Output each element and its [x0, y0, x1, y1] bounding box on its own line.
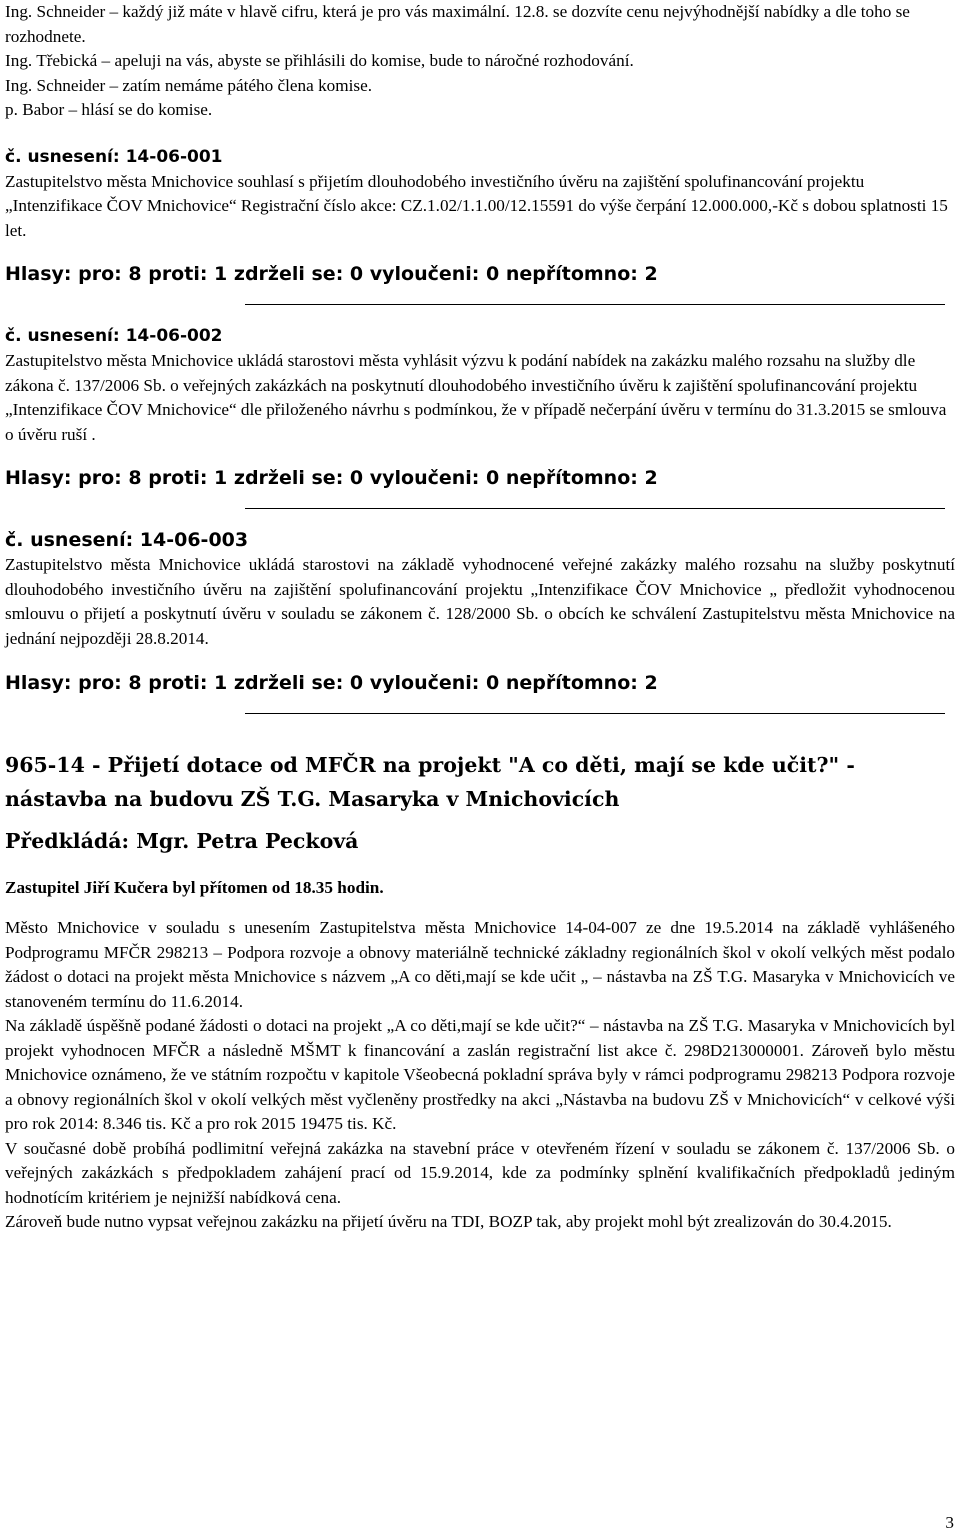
- resolution-text: Zastupitelstvo města Mnichovice ukládá starostovi města vyhlásit výzvu k podání nabídek na zakázku malého rozsahu na služby dle zákona č. 137/2006 Sb. o veřejných zakázkách na poskytnutí dlouhodobého investičního úvěru k zajištění spolufinancování projektu „Intenzifikace ČOV Mnichovice“ dle přiloženého návrhu s podmínkou, že v případě nečerpání úvěru v termínu do 31.3.2015 se smlouva o úvěru ruší .: [5, 351, 947, 444]
- discussion-line: Ing. Schneider – každý již máte v hlavě cifru, která je pro vás maximální. 12.8. se dozvíte cenu nejvýhodnější nabídky a dle toho se rozhodnete.: [5, 2, 910, 46]
- presence-note: Zastupitel Jiří Kučera byl přítomen od 18.35 hodin.: [5, 878, 384, 897]
- body-paragraph: Na základě úspěšně podané žádosti o dotaci na projekt „A co děti,mají se kde učit?“ – nástavba na ZŠ T.G. Masaryka v Mnichovicích byl projekt vyhodnocen MFČR a následně MŠMT k financování a zaslán registrační list akce č. 298D213000001. Zároveň bylo městu Mnichovice oznámeno, že ve státním rozpočtu v kapitole Všeobecná pokladní správa byly v rámci podprogramu 298213 Podpora rozvoje a obnovy regionálních škol v okolí velkých měst vyčleněny prostředky na akci „Nástavba na budovu ZŠ v Mnichovicích“ v celkové výši pro rok 2014: 8.346 tis. Kč a pro rok 2015 19475 tis. Kč.: [5, 1016, 955, 1133]
- agenda-item-heading: 965-14 - Přijetí dotace od MFČR na projekt "A co děti, mají se kde učit?" - nástavba na budovu ZŠ T.G. Masaryka v Mnichovicích: [5, 753, 855, 811]
- resolution-block: [5, 324, 955, 509]
- resolution-number: č. usnesení: 14-06-002: [5, 326, 223, 346]
- agenda-item: [5, 748, 955, 1235]
- resolution-block: [5, 528, 955, 714]
- body-paragraph: Město Mnichovice v souladu s unesením Zastupitelstva města Mnichovice 14-04-007 ze dne 19.5.2014 na základě vyhlášeného Podprogramu MFČR 298213 – Podpora rozvoje a obnovy materiálně technické základny regionálních škol v okolí velkých měst podalo žádost o dotaci na projekt města Mnichovice s názvem „A co děti,mají se kde učit „ – nástavba na ZŠ T.G. Masaryka v Mnichovicích ve stanoveném termínu do 11.6.2014.: [5, 918, 955, 1011]
- resolution-block: [5, 145, 955, 306]
- discussion-line: p. Babor – hlásí se do komise.: [5, 100, 213, 119]
- vote-result: Hlasy: pro: 8 proti: 1 zdrželi se: 0 vyloučeni: 0 nepřítomno: 2: [5, 467, 658, 489]
- resolution-text: Zastupitelstvo města Mnichovice ukládá starostovi na základě vyhodnocené veřejné zakázky malého rozsahu na služby poskytnutí dlouhodobého investičního úvěru na zajištění spolufinancování projektu „Intenzifikace ČOV Mnichovice „ předložit vyhodnocenou smlouvu o přijetí a poskytnutí úvěru v souladu se zákonem č. 128/2000 Sb. o obcích ke schválení Zastupitelstvu města Mnichovice na jednání nejpozději 28.8.2014.: [5, 555, 955, 648]
- presenter-line: Předkládá: Mgr. Petra Pecková: [5, 829, 359, 853]
- resolution-text: Zastupitelstvo města Mnichovice souhlasí s přijetím dlouhodobého investičního úvěru na zajištění spolufinancování projektu „Intenzifikace ČOV Mnichovice“ Registrační číslo akce: CZ.1.02/1.1.00/12.15591 do výše čerpání 12.000.000,-Kč s dobou splatnosti 15 let.: [5, 171, 948, 240]
- resolution-number: č. usnesení: 14-06-003: [5, 529, 249, 551]
- vote-result: Hlasy: pro: 8 proti: 1 zdrželi se: 0 vyloučeni: 0 nepřítomno: 2: [5, 672, 658, 694]
- intro-discussion: [5, 0, 955, 123]
- discussion-line: Ing. Schneider – zatím nemáme pátého člena komise.: [5, 75, 373, 95]
- resolution-number: č. usnesení: 14-06-001: [5, 146, 223, 167]
- discussion-line: Ing. Třebická – apeluji na vás, abyste se přihlásili do komise, bude to náročné rozhodování.: [5, 51, 634, 70]
- body-paragraph: Zároveň bude nutno vypsat veřejnou zakázku na přijetí úvěru na TDI, BOZP tak, aby projekt mohl být zrealizován do 30.4.2015.: [5, 1212, 892, 1231]
- body-paragraph: V současné době probíhá podlimitní veřejná zakázka na stavební práce v otevřeném řízení v souladu se zákonem č. 137/2006 Sb. o veřejných zakázkách s předpokladem zahájení prací od 15.9.2014, kde za podmínky splnění kvalifikačních předpokladů jediným hodnotícím kritériem je nejnižší nabídková cena.: [5, 1138, 955, 1207]
- vote-result: Hlasy: pro: 8 proti: 1 zdrželi se: 0 vyloučeni: 0 nepřítomno: 2: [5, 263, 658, 285]
- page-number: 3: [945, 1513, 954, 1532]
